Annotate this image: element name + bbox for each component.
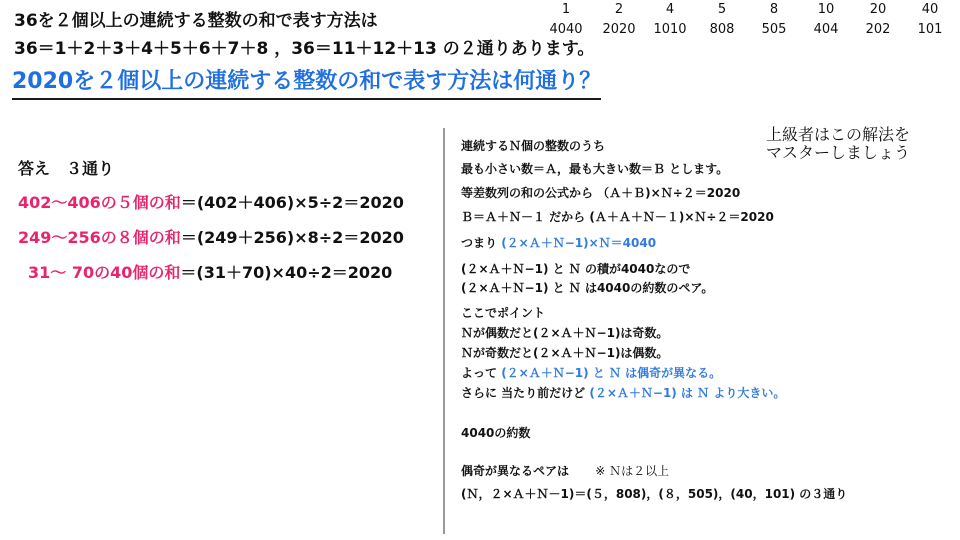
divisor-label: 4040の約数	[461, 426, 531, 440]
intro-line-2: 36＝1＋2＋3＋4＋5＋6＋7＋8 ，36＝11＋12＋13 の２通りあります。	[14, 39, 595, 59]
key-equation: (２×Ａ＋Ｎ−1)×Ｎ＝4040	[501, 236, 657, 250]
explanation-line-4: Ｂ＝Ａ＋Ｎ－１ だから (Ａ＋Ａ＋Ｎ－１)×Ｎ÷２＝2020	[461, 210, 774, 224]
divisor-small: 5	[717, 2, 727, 17]
answer-row-2	[18, 225, 404, 248]
explanation-line-2: 最も小さい数＝Ａ，最も大きい数＝Ｂ とします。	[461, 162, 729, 176]
divisor-pair	[599, 0, 639, 40]
pairs-result: (Ｎ，２×Ａ＋Ｎ－1)＝(５，808)，(８，505)，(40，101) の３通り	[461, 487, 848, 501]
explanation-line-5	[461, 234, 656, 251]
note-line-1: 上級者はこの解法を	[766, 125, 911, 144]
explanation-line-11	[461, 364, 721, 381]
divisor-large: 505	[761, 22, 787, 37]
explanation-text: さらに 当たり前だけど	[461, 386, 590, 400]
explanation-text: よって	[461, 366, 502, 380]
answer-formula: ＝(402＋406)×5÷2＝2020	[180, 193, 404, 212]
divisor-large: 808	[709, 22, 735, 37]
answer-range: 402～406の５個の和	[18, 193, 181, 212]
divisor-large: 2020	[602, 22, 636, 37]
explanation-line-3: 等差数列の和の公式から （Ａ＋Ｂ)×Ｎ÷２＝2020	[461, 186, 741, 200]
divisor-pair	[858, 0, 898, 40]
divisor-pair	[806, 0, 846, 40]
explanation-line-12	[461, 384, 785, 401]
note-line-2: マスターしましょう	[766, 143, 911, 162]
divisor-small: 4	[665, 2, 675, 17]
divisor-large: 4040	[549, 22, 583, 37]
divisor-pair	[546, 0, 586, 40]
explanation-line-10: Ｎが奇数だと(２×Ａ＋Ｎ−1)は偶数。	[461, 346, 669, 360]
pairs-remark: ※ Ｎは２以上	[595, 464, 670, 478]
divisor-large: 404	[813, 22, 839, 37]
pairs-heading	[461, 462, 669, 479]
answer-row-1	[18, 190, 404, 213]
divisor-pair	[650, 0, 690, 40]
vertical-divider	[443, 128, 445, 534]
divisor-small: 8	[769, 2, 779, 17]
advanced-note	[766, 126, 910, 162]
divisor-small: 10	[817, 2, 835, 17]
explanation-line-9: Ｎが偶数だと(２×Ａ＋Ｎ−1)は奇数。	[461, 326, 669, 340]
explanation-text: つまり	[461, 236, 502, 250]
divisor-pair	[702, 0, 742, 40]
pairs-title: 偶奇が異なるペアは	[461, 464, 570, 478]
divisor-pair	[754, 0, 794, 40]
explanation-line-6: (２×Ａ＋Ｎ−1) と Ｎ の積が4040なので	[461, 262, 691, 276]
intro-line-1: 36を２個以上の連続する整数の和で表す方法は	[14, 11, 378, 31]
divisor-small: 40	[921, 2, 939, 17]
divisor-small: 1	[561, 2, 571, 17]
divisor-large: 202	[865, 22, 891, 37]
divisor-small: 20	[869, 2, 887, 17]
explanation-line-8: ここでポイント	[461, 306, 546, 320]
answer-label: 答え ３通り	[18, 159, 115, 178]
answer-formula: ＝(249＋256)×8÷2＝2020	[180, 228, 404, 247]
question-heading: 2020を２個以上の連続する整数の和で表す方法は何通り？	[12, 64, 601, 100]
answer-formula: ＝(31＋70)×40÷2＝2020	[180, 263, 393, 282]
answer-range: 249～256の８個の和	[18, 228, 181, 247]
explanation-line-7: (２×Ａ＋Ｎ−1) と Ｎ は4040の約数のペア。	[461, 281, 714, 295]
divisor-small: 2	[614, 2, 624, 17]
key-conclusion: (２×Ａ＋Ｎ−1) は Ｎ より大きい。	[589, 386, 786, 400]
divisor-large: 1010	[653, 22, 687, 37]
answer-row-3	[28, 260, 392, 283]
explanation-line-1: 連続するＮ個の整数のうち	[461, 139, 606, 153]
divisor-pair	[910, 0, 950, 40]
answer-range: 31～ 70の40個の和	[28, 263, 181, 282]
key-conclusion: (２×Ａ＋Ｎ−1) と Ｎ は偶奇が異なる。	[501, 366, 722, 380]
divisor-large: 101	[917, 22, 943, 37]
